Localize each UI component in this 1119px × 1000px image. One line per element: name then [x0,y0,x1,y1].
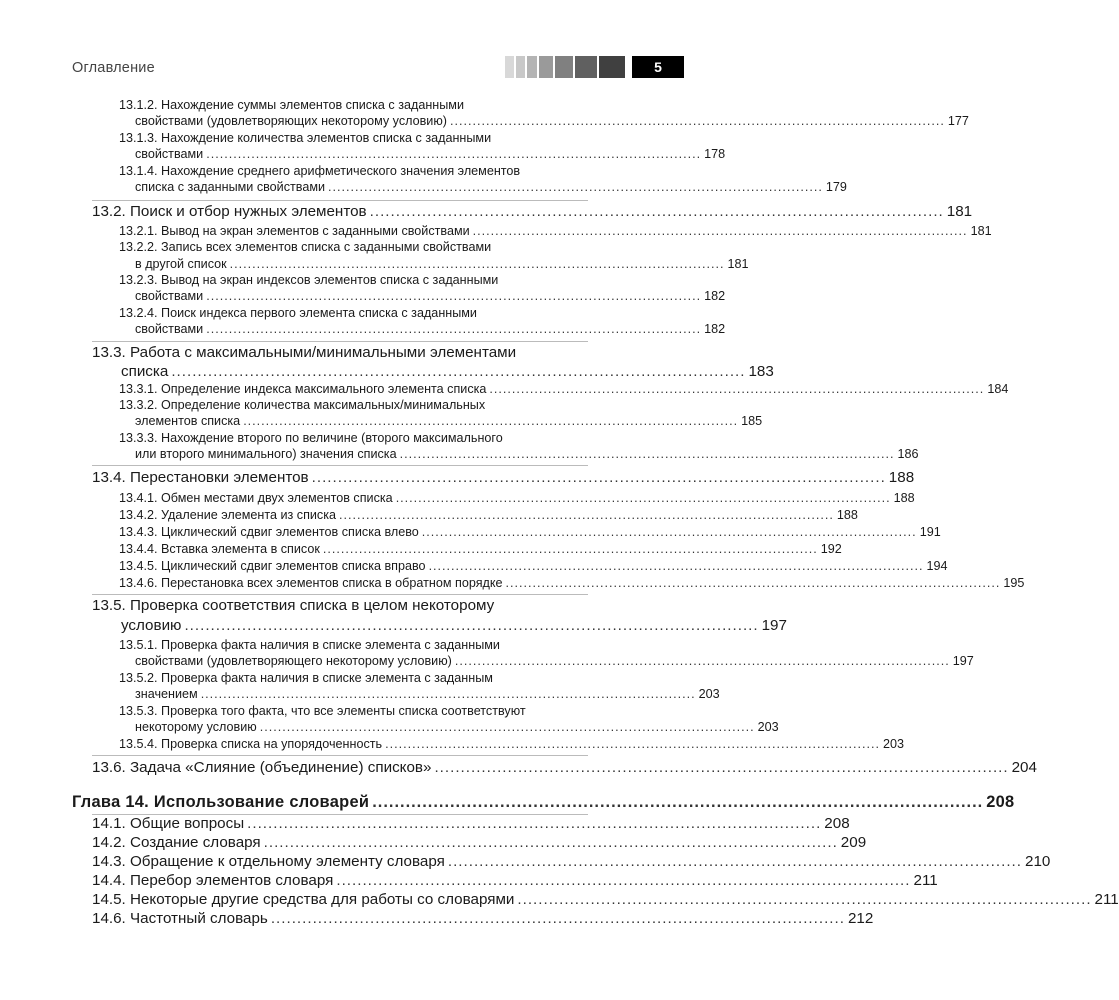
toc-entry-title: в другой список [135,257,227,271]
separator [92,755,588,756]
toc-entry-line: 13.2.3. Вывод на экран индексов элементов списка с заданными [119,273,499,287]
toc-entry[interactable] [119,382,1009,396]
toc-entry[interactable] [119,737,905,751]
toc-entry[interactable] [119,491,915,505]
toc-entry[interactable] [92,203,973,220]
leader-dots: .............................................................................................................. [447,853,1022,870]
header-gradient-bars [505,56,627,78]
toc-entry[interactable] [135,257,749,271]
leader-dots: .............................................................................................................. [472,224,968,238]
toc-entry-title: свойствами [135,289,204,303]
toc-entry-line: 13.5.3. Проверка того факта, что все элементы списка соответствуют [119,704,526,718]
leader-dots: .............................................................................................................. [421,525,917,539]
toc-page-number: 204 [1011,759,1037,776]
toc-page-number: 209 [840,834,867,851]
toc-entry-title: 14.5. Некоторые другие средства для работы со словарями [92,891,515,908]
toc-page-number: 203 [883,737,905,751]
leader-dots: .............................................................................................................. [385,737,880,751]
toc-entry-title: 14.6. Частотный словарь [92,910,268,927]
leader-dots: .............................................................................................................. [339,508,834,522]
toc-entry-line: 13.3.2. Определение количества максимальных/минимальных [119,398,486,412]
header-bar [555,56,573,78]
page-number: 5 [632,56,684,78]
toc-entry-title: 13.5.4. Проверка списка на упорядоченность [119,737,383,751]
toc-entry[interactable] [119,224,992,238]
toc-entry[interactable] [135,180,847,194]
toc-page-number: 195 [1003,576,1025,590]
toc-entry-line: 13.1.4. Нахождение среднего арифметического значения элементов [119,164,521,178]
header-bar [539,56,553,78]
running-header-title: Оглавление [72,60,155,76]
leader-dots: .............................................................................................................. [229,257,725,271]
toc-entry-title: некоторому условию [135,720,257,734]
toc-entry[interactable] [92,853,1051,870]
leader-dots: .............................................................................................................. [311,469,886,486]
toc-entry-title: элементов списка [135,414,241,428]
toc-page-number: 182 [704,322,726,336]
leader-dots: .............................................................................................................. [259,720,755,734]
toc-entry-title: 13.4.2. Удаление элемента из списка [119,508,337,522]
toc-entry[interactable] [92,469,915,486]
toc-page-number: 181 [727,257,749,271]
leader-dots: .............................................................................................................. [505,576,1001,590]
toc-entry[interactable] [135,414,763,428]
page-header [72,56,662,82]
toc-page-number: 210 [1025,853,1051,870]
leader-dots: .............................................................................................................. [322,542,818,556]
header-bar [505,56,514,78]
toc-entry[interactable] [92,834,867,851]
leader-dots: .............................................................................................................. [369,203,944,220]
toc-page-number: 182 [704,289,726,303]
separator [92,594,588,595]
leader-dots: .............................................................................................................. [171,363,746,380]
toc-page-number: 203 [698,687,720,701]
leader-dots: .............................................................................................................. [243,414,739,428]
toc-entry[interactable] [92,815,850,832]
leader-dots: .............................................................................................................. [200,687,696,701]
toc-page-number: 185 [741,414,763,428]
toc-entry-title: свойствами (удовлетворяющих некоторому условию) [135,114,447,128]
leader-dots: .............................................................................................................. [328,180,823,194]
leader-dots: .............................................................................................................. [206,147,702,161]
toc-page-number: 211 [913,872,938,889]
leader-dots: .............................................................................................................. [517,891,1092,908]
leader-dots: .............................................................................................................. [336,872,911,889]
header-bar [516,56,525,78]
toc-page-number: 177 [947,114,969,128]
leader-dots: .............................................................................................................. [247,815,822,832]
toc-entry[interactable] [92,891,1119,908]
toc-page-number: 208 [986,793,1015,811]
toc-entry[interactable] [135,289,726,303]
toc-page-number: 183 [748,363,774,380]
toc-entry-line: 13.2.4. Поиск индекса первого элемента списка с заданными [119,306,477,320]
toc-entry-title: свойствами [135,147,204,161]
toc-entry-title: 13.4.6. Перестановка всех элементов списка в обратном порядке [119,576,503,590]
toc-entry-line: 13.1.2. Нахождение суммы элементов списка с заданными [119,98,464,112]
toc-entry-title: значением [135,687,198,701]
toc-entry[interactable] [92,910,874,927]
toc-entry-line: 13.5.2. Проверка факта наличия в списке элемента с заданным [119,671,493,685]
toc-page-number: 181 [970,224,992,238]
toc-page-number: 194 [926,559,948,573]
leader-dots: .............................................................................................................. [454,654,950,668]
toc-entry-line: 13.3.3. Нахождение второго по величине (второго максимального [119,431,503,445]
toc-entry-title: 13.4.5. Циклический сдвиг элементов списка вправо [119,559,426,573]
toc-entry-title: 14.4. Перебор элементов словаря [92,872,334,889]
toc-page-number: 203 [757,720,779,734]
toc-entry[interactable] [121,363,774,380]
leader-dots: .............................................................................................................. [263,834,838,851]
toc-entry-line: 13.2.2. Запись всех элементов списка с заданными свойствами [119,240,492,254]
leader-dots: .............................................................................................................. [270,910,845,927]
toc-entry[interactable] [119,508,858,522]
toc-entry[interactable] [119,542,842,556]
toc-entry[interactable] [135,654,974,668]
toc-page-number: 208 [824,815,850,832]
toc-page-number: 186 [897,447,919,461]
toc-entry-title: 13.4. Перестановки элементов [92,469,309,486]
toc-entry[interactable] [135,720,779,734]
toc-entry-title: 14.2. Создание словаря [92,834,261,851]
toc-entry[interactable] [119,559,948,573]
toc-entry-title: списка [121,363,169,380]
header-bar [599,56,625,78]
leader-dots: .............................................................................................................. [428,559,924,573]
toc-entry[interactable] [119,525,941,539]
toc-entry-title: 13.6. Задача «Слияние (объединение) списков» [92,759,432,776]
toc-chapter-entry[interactable] [72,793,1015,812]
toc-page-number: 212 [847,910,874,927]
separator [92,465,588,466]
toc-entry-title: 14.3. Обращение к отдельному элементу словаря [92,853,445,870]
toc-page-number: 197 [761,617,787,634]
toc-entry-title: 13.3.1. Определение индекса максимального элемента списка [119,382,487,396]
toc-entry-title: 14.1. Общие вопросы [92,815,245,832]
toc-page-number: 191 [919,525,941,539]
toc-page-number: 197 [952,654,974,668]
leader-dots: .............................................................................................................. [399,447,895,461]
toc-entry[interactable] [135,687,720,701]
separator [92,341,588,342]
toc-entry-title: списка с заданными свойствами [135,180,326,194]
leader-dots: .............................................................................................................. [489,382,985,396]
toc-page-number: 178 [704,147,726,161]
toc-page-number: 188 [888,469,915,486]
header-bar [527,56,537,78]
toc-entry[interactable] [119,576,1025,590]
toc-entry-line: 13.1.3. Нахождение количества элементов списка с заданными [119,131,492,145]
toc-entry-line: 13.5.1. Проверка факта наличия в списке элемента с заданными [119,638,500,652]
toc-page-number: 211 [1094,891,1119,908]
toc-entry-title: свойствами (удовлетворяющего некоторому условию) [135,654,452,668]
toc-entry-title: свойствами [135,322,204,336]
toc-page-number: 179 [825,180,847,194]
header-bar [575,56,597,78]
toc-entry[interactable] [121,617,787,634]
toc-entry-title: 13.4.4. Вставка элемента в список [119,542,320,556]
toc-entry-title: 13.2. Поиск и отбор нужных элементов [92,203,367,220]
toc-entry-title: 13.4.1. Обмен местами двух элементов списка [119,491,393,505]
leader-dots: .............................................................................................................. [206,289,702,303]
leader-dots: .............................................................................................................. [206,322,702,336]
toc-page-number: 184 [987,382,1009,396]
toc-entry-title: 13.4.3. Циклический сдвиг элементов списка влево [119,525,419,539]
toc-entry[interactable] [92,759,1037,776]
leader-dots: .............................................................................................................. [449,114,945,128]
toc-entry[interactable] [135,114,969,128]
leader-dots: .............................................................................................................. [395,491,891,505]
toc-page-number: 192 [820,542,842,556]
toc-entry[interactable] [135,447,919,461]
leader-dots: .............................................................................................................. [434,759,1009,776]
toc-page-number: 188 [893,491,915,505]
toc-entry-title: 13.2.1. Вывод на экран элементов с заданными свойствами [119,224,470,238]
toc-entry-line: 13.3. Работа с максимальными/минимальными элементами [92,344,517,361]
toc-entry-line: 13.5. Проверка соответствия списка в целом некоторому [92,597,495,614]
leader-dots: .............................................................................................................. [372,793,984,811]
toc-entry-title: или второго минимального) значения списка [135,447,397,461]
toc-page-number: 181 [946,203,973,220]
toc-page-number: 188 [836,508,858,522]
separator [92,200,588,201]
toc-entry[interactable] [135,147,726,161]
leader-dots: .............................................................................................................. [184,617,759,634]
toc-entry[interactable] [135,322,726,336]
toc-entry[interactable] [92,872,938,889]
toc-entry-title: Глава 14. Использование словарей [72,793,370,811]
toc-entry-title: условию [121,617,182,634]
